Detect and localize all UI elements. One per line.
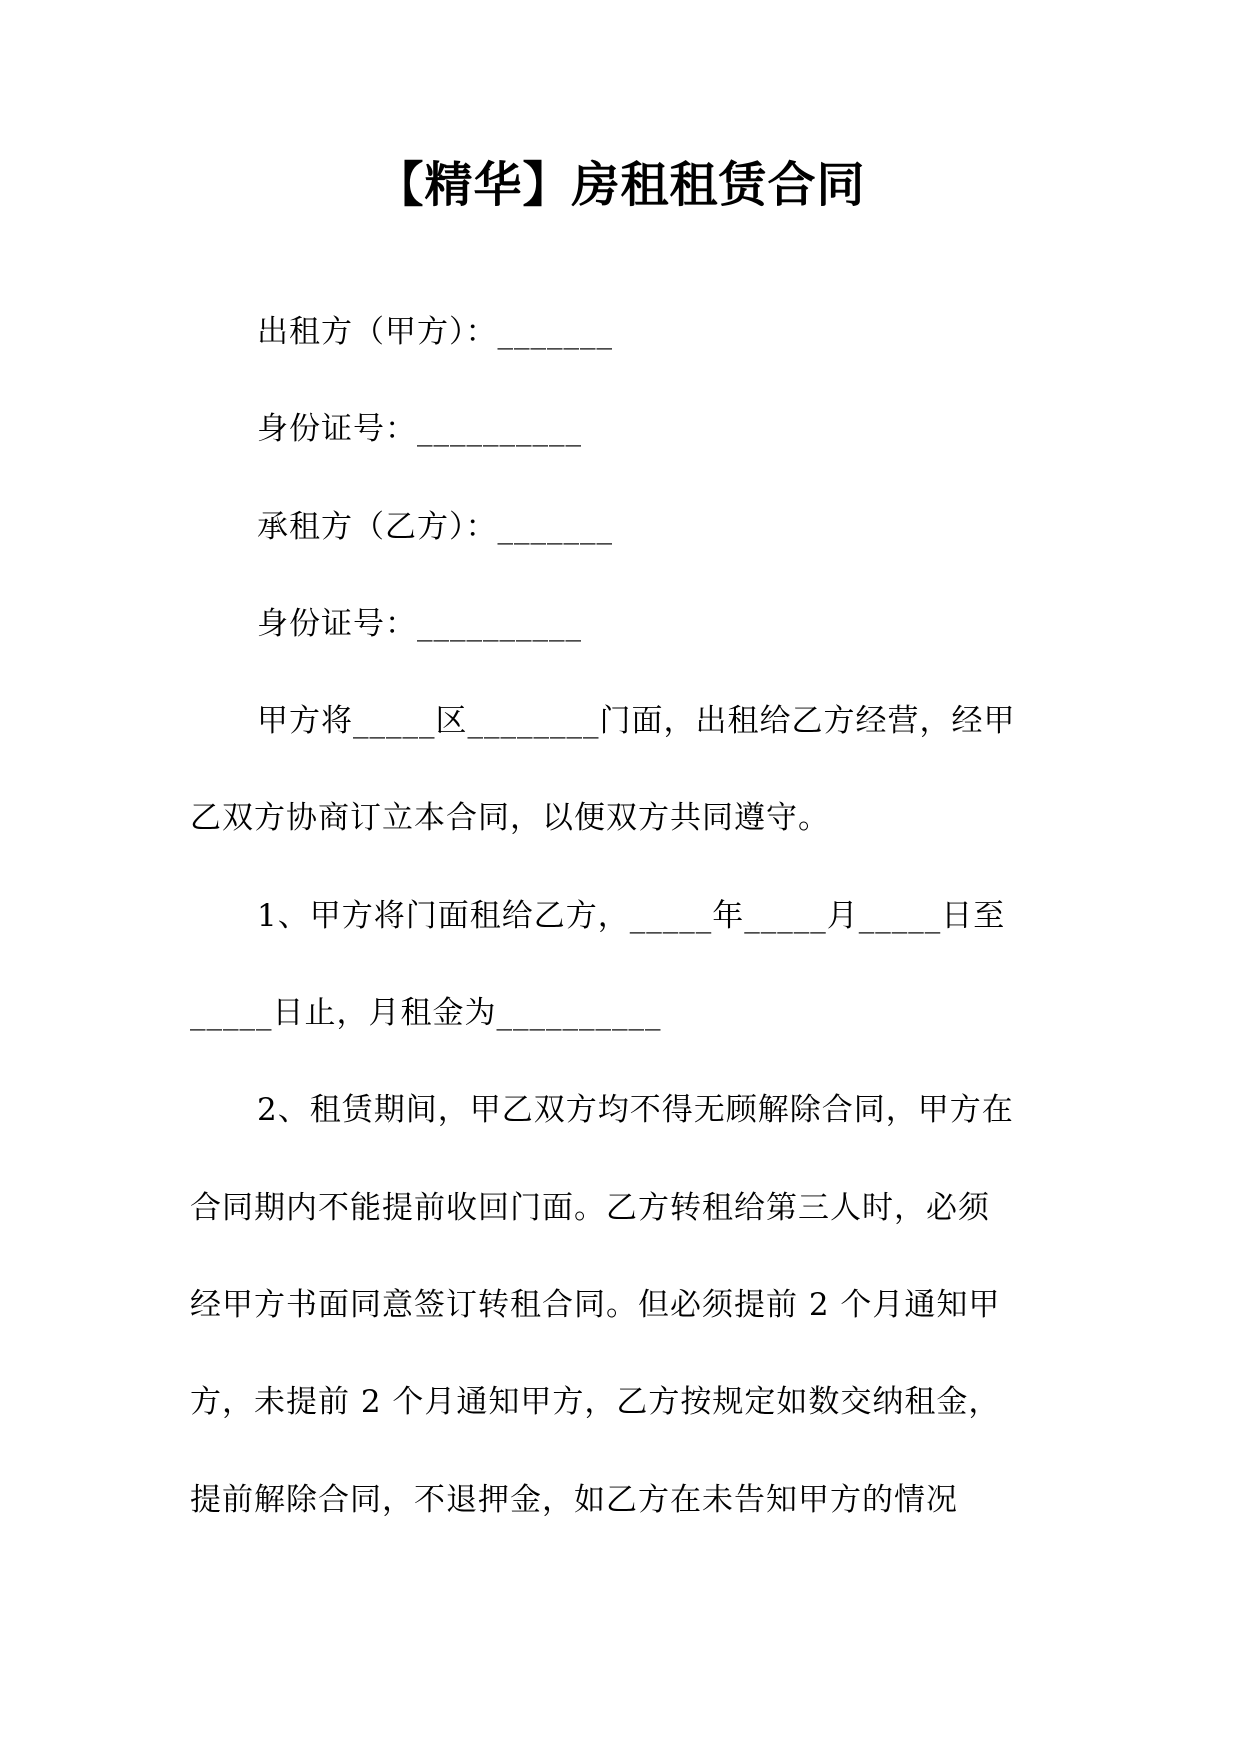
lessor-id-line: 身份证号：__________ bbox=[257, 411, 582, 447]
paragraph-line: 乙双方协商订立本合同，以便双方共同遵守。 bbox=[190, 800, 830, 836]
clause-1-line: 1、甲方将门面租给乙方，_____年_____月_____日至 bbox=[257, 898, 1006, 934]
clause-2-line: 经甲方书面同意签订转租合同。但必须提前 2 个月通知甲 bbox=[190, 1287, 1001, 1323]
paragraph-line: 甲方将_____区________门面，出租给乙方经营，经甲 bbox=[257, 703, 1016, 739]
clause-2-line: 方，未提前 2 个月通知甲方，乙方按规定如数交纳租金， bbox=[190, 1384, 1001, 1420]
clause-2-line: 提前解除合同，不退押金，如乙方在未告知甲方的情况 bbox=[190, 1482, 958, 1518]
lessor-line: 出租方（甲方）：_______ bbox=[257, 314, 613, 350]
clause-1-line: _____日止，月租金为__________ bbox=[190, 995, 662, 1031]
document-title: 【精华】房租租赁合同 bbox=[375, 157, 866, 213]
clause-2-line: 合同期内不能提前收回门面。乙方转租给第三人时，必须 bbox=[190, 1190, 990, 1226]
clause-2-line: 2、租赁期间，甲乙双方均不得无顾解除合同，甲方在 bbox=[257, 1092, 1014, 1128]
lessee-line: 承租方（乙方）：_______ bbox=[257, 509, 613, 545]
lessee-id-line: 身份证号：__________ bbox=[257, 606, 582, 642]
